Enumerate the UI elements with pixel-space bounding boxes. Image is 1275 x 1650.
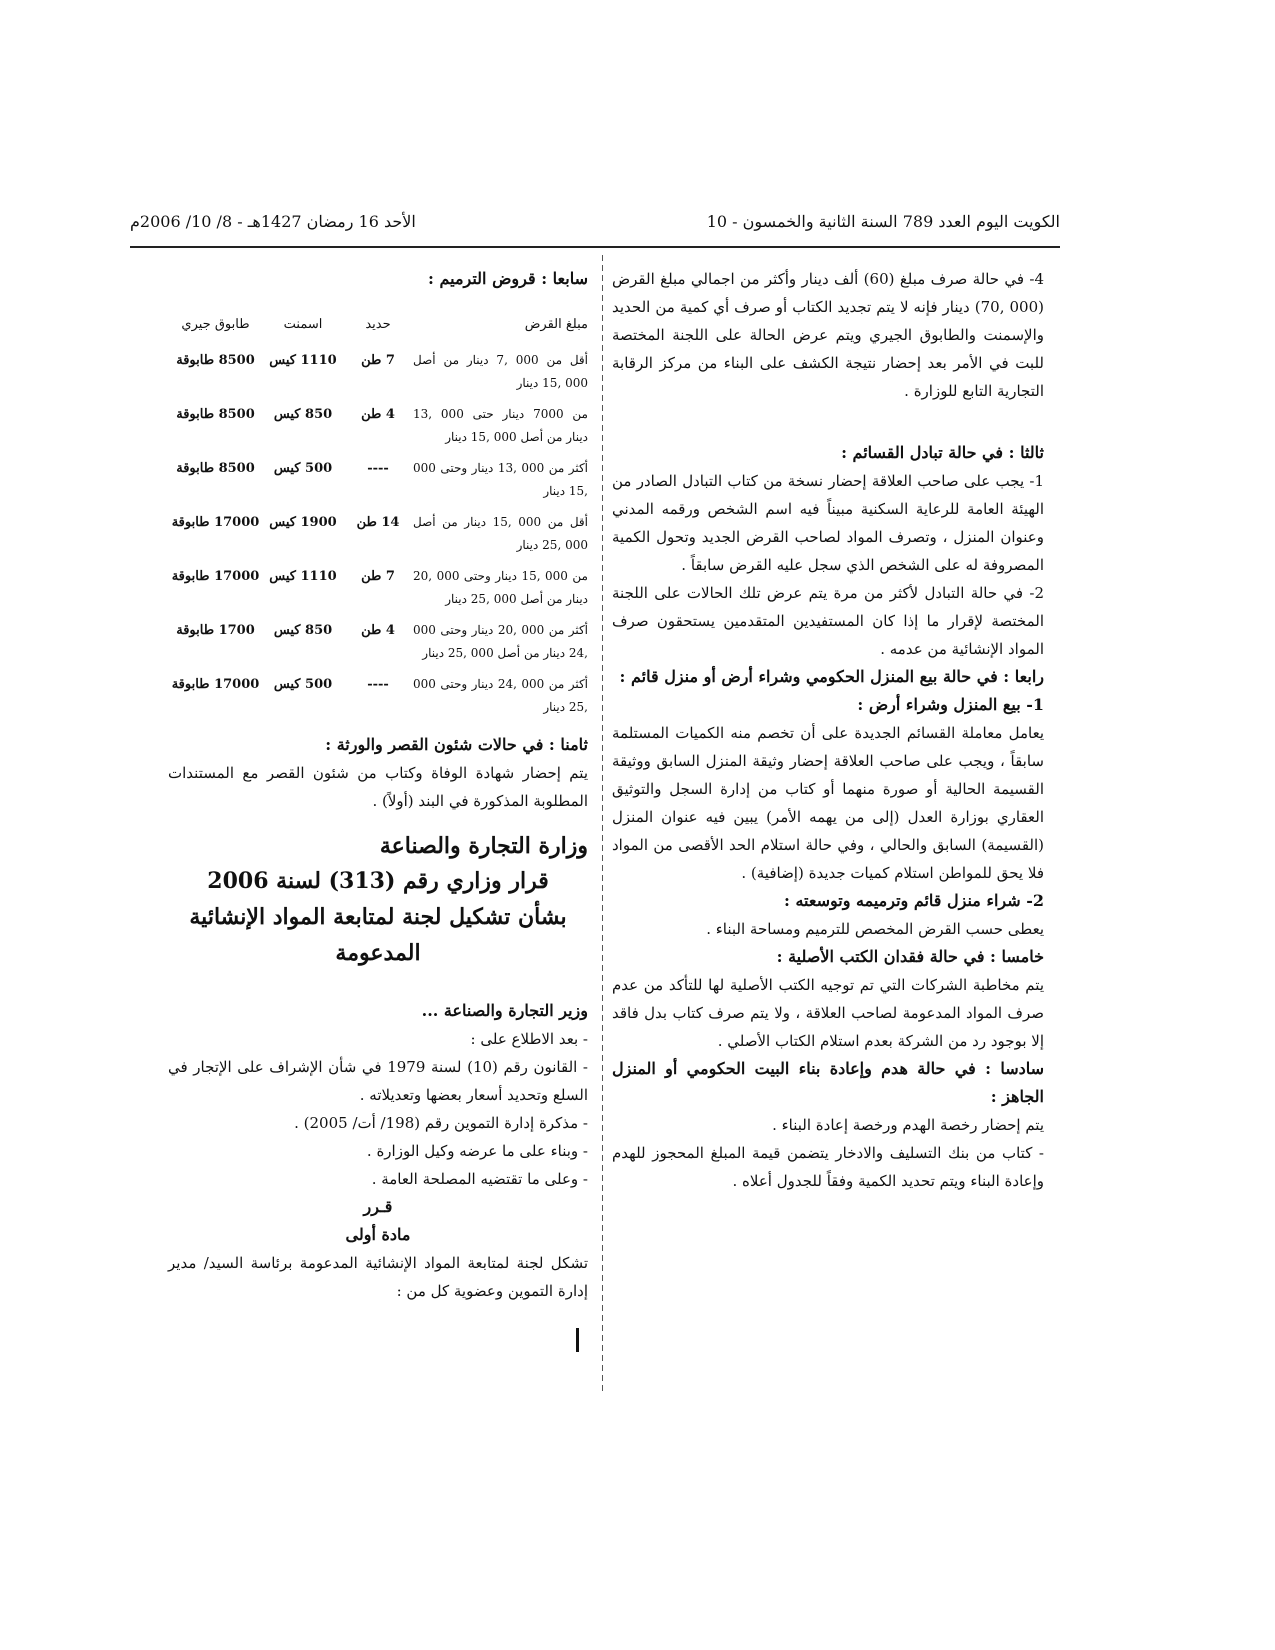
tiles-qty: 8500 طابوقة: [176, 353, 255, 368]
cement-qty: 1900 كيس: [269, 515, 337, 530]
cement-qty: 1110 كيس: [269, 353, 337, 368]
header-publication-info: الكويت اليوم العدد 789 السنة الثانية والخمسون - 10: [706, 212, 1060, 231]
tiles-qty: 1700 طابوقة: [176, 623, 255, 638]
loans-table-body: [168, 349, 588, 719]
left-column: [168, 265, 588, 1305]
table-row: [168, 619, 588, 665]
article-1-heading: مادة أولى: [345, 1225, 411, 1244]
section-7-title: سابعا : قروض الترميم :: [428, 269, 588, 288]
header-loan-amount: مبلغ القرض: [524, 317, 588, 332]
preamble-line: - وبناء على ما عرضه وكيل الوزارة .: [366, 1142, 588, 1160]
page-header: [130, 212, 1060, 240]
cement-qty: 850 كيس: [273, 407, 333, 422]
section-4-paragraph-1: يعامل معاملة القسائم الجديدة على أن تخصم منه الكميات المستلمة سابقاً ، ويجب على صاحب العلاقة إحضار وثيقة المنزل السابق ووثيقة القسيمة الحالية أو صورة منهما أو كتاب من إدارة السجل والتوثيق العقاري بوزارة العدل (إلى من يهمه الأمر) يبين فيه عنوان المنزل (القسيمة) السابق والحالي ، وفي حالة استلام الحد الأقصى من المواد فلا يحق للمواطن استلام كميات جديدة (إضافية) .: [612, 724, 1044, 882]
cement-qty: 850 كيس: [273, 623, 333, 638]
table-row: [168, 349, 588, 395]
tiles-qty: 17000 طابوقة: [171, 569, 260, 584]
section-6-title: سادسا : في حالة هدم وإعادة بناء البيت الحكومي أو المنزل الجاهز :: [612, 1059, 1044, 1106]
iron-qty: 7 طن: [361, 353, 395, 368]
table-row: [168, 673, 588, 719]
loan-amount: أكثر من 000 ,13 دينار وحتى 000 ,15 دينار: [413, 461, 588, 498]
paragraph-item-4: 4- في حالة صرف مبلغ (60) ألف دينار وأكثر من اجمالي مبلغ القرض (000 ,70) دينار فإنه لا يتم تجديد الكتاب أو صرف أي كمية من الحديد والإسمنت والطابوق الجيري ويتم عرض الحالة على اللجنة المختصة للبت في الأمر بعد إحضار نتيجة الكشف على البناء من مركز الرقابة التجارية التابع للوزارة .: [612, 270, 1045, 400]
ministry-heading: وزارة التجارة والصناعة: [379, 833, 588, 859]
preamble-line: - بعد الاطلاع على :: [470, 1030, 588, 1048]
section-4-subheading-2: 2- شراء منزل قائم وترميمه وتوسعته :: [784, 891, 1044, 910]
preamble-line: - مذكرة إدارة التموين رقم (198/ أت/ 2005) .: [294, 1114, 588, 1132]
header-date: الأحد 16 رمضان 1427هـ - 8/ 10/ 2006م: [130, 212, 416, 231]
section-4-subheading-1: 1- بيع المنزل وشراء أرض :: [857, 695, 1044, 714]
section-4-title: رابعا : في حالة بيع المنزل الحكومي وشراء أرض أو منزل قائم :: [619, 667, 1044, 686]
tiles-qty: 17000 طابوقة: [171, 677, 260, 692]
loans-table-header: [168, 317, 588, 341]
section-3-title: ثالثا : في حالة تبادل القسائم :: [841, 443, 1044, 462]
table-row: [168, 457, 588, 503]
loan-amount: أقل من 000 ,7 دينار من أصل 000 ,15 دينار: [413, 353, 589, 390]
iron-qty: 14 طن: [356, 515, 400, 530]
minister-line: وزير التجارة والصناعة ...: [421, 1001, 588, 1020]
loan-amount: من 000 ,15 دينار وحتى 000 ,20 دينار من أصل 000 ,25 دينار: [413, 569, 588, 606]
header-cement: اسمنت: [283, 317, 323, 332]
iron-qty: 4 طن: [361, 407, 395, 422]
section-8-paragraph: يتم إحضار شهادة الوفاة وكتاب من شئون القصر مع المستندات المطلوبة المذكورة في البند (أولاً) .: [168, 764, 588, 810]
iron-qty: ----: [367, 677, 389, 692]
section-6-paragraph-2: - كتاب من بنك التسليف والادخار يتضمن قيمة المبلغ المحجوز للهدم وإعادة البناء ويتم تحديد الكمية وفقاً للجدول أعلاه .: [612, 1144, 1044, 1190]
tiles-qty: 17000 طابوقة: [171, 515, 260, 530]
section-3-paragraph-1: 1- يجب على صاحب العلاقة إحضار نسخة من كتاب التبادل الصادر من الهيئة العامة للرعاية السكنية مبيناً فيه اسم الشخص ورقمه المدني وعنوان المنزل ، وتصرف المواد لصاحب القرض الجديد وتحول الكمية المصروفة له على الشخص الذي سجل عليه القرض سابقاً .: [612, 472, 1044, 574]
section-5-title: خامسا : في حالة فقدان الكتب الأصلية :: [776, 947, 1044, 966]
header-rule: [130, 246, 1060, 248]
decree-title: قرار وزاري رقم (313) لسنة 2006: [207, 868, 549, 894]
section-8-title: ثامنا : في حالات شئون القصر والورثة :: [325, 735, 588, 754]
table-row: [168, 565, 588, 611]
article-1-text: تشكل لجنة لمتابعة المواد الإنشائية المدعومة برئاسة السيد/ مدير إدارة التموين وعضوية كل من :: [168, 1254, 588, 1300]
tiles-qty: 8500 طابوقة: [176, 461, 255, 476]
cement-qty: 500 كيس: [273, 461, 333, 476]
decided-heading: قـرر: [363, 1197, 393, 1216]
section-5-paragraph: يتم مخاطبة الشركات التي تم توجيه الكتب الأصلية لها للتأكد من عدم صرف المواد المدعومة لصاحب العلاقة ، ولا يتم صرف كتاب بدل فاقد إلا بوجود رد من الشركة بعدم استلام الكتاب الأصلي .: [612, 976, 1044, 1050]
iron-qty: ----: [367, 461, 389, 476]
cement-qty: 1110 كيس: [269, 569, 337, 584]
section-6-paragraph-1: يتم إحضار رخصة الهدم ورخصة إعادة البناء .: [772, 1116, 1044, 1134]
cement-qty: 500 كيس: [273, 677, 333, 692]
iron-qty: 4 طن: [361, 623, 395, 638]
preamble-line: - وعلى ما تقتضيه المصلحة العامة .: [371, 1170, 588, 1188]
decree-subject: بشأن تشكيل لجنة لمتابعة المواد الإنشائية المدعومة: [189, 904, 567, 966]
table-row: [168, 511, 588, 557]
section-3-paragraph-2: 2- في حالة التبادل لأكثر من مرة يتم عرض تلك الحالات على اللجنة المختصة لإقرار ما إذا كان المستفيدين المتقدمين يستحقون صرف المواد الإنشائية من عدمه .: [612, 584, 1044, 658]
column-end-mark: [576, 1328, 579, 1352]
table-row: [168, 403, 588, 449]
loan-amount: أكثر من 000 ,20 دينار وحتى 000 ,24 دينار من أصل 000 ,25 دينار: [413, 623, 588, 660]
header-tiles: طابوق جيري: [181, 317, 250, 332]
preamble-line: - القانون رقم (10) لسنة 1979 في شأن الإشراف على الإتجار في السلع وتحديد أسعار بعضها وتعديلاته .: [168, 1058, 588, 1104]
section-4-paragraph-2: يعطى حسب القرض المخصص للترميم ومساحة البناء .: [706, 920, 1044, 938]
header-iron: حديد: [365, 317, 391, 332]
right-column: [612, 265, 1044, 1195]
tiles-qty: 8500 طابوقة: [176, 407, 255, 422]
column-separator: [602, 255, 603, 1395]
loan-amount: أقل من 000 ,15 دينار من أصل 000 ,25 دينار: [413, 515, 588, 552]
loan-amount: من 7000 دينار حتى 000 ,13 دينار من أصل 000 ,15 دينار: [413, 407, 588, 444]
iron-qty: 7 طن: [361, 569, 395, 584]
loan-amount: أكثر من 000 ,24 دينار وحتى 000 ,25 دينار: [413, 677, 588, 714]
